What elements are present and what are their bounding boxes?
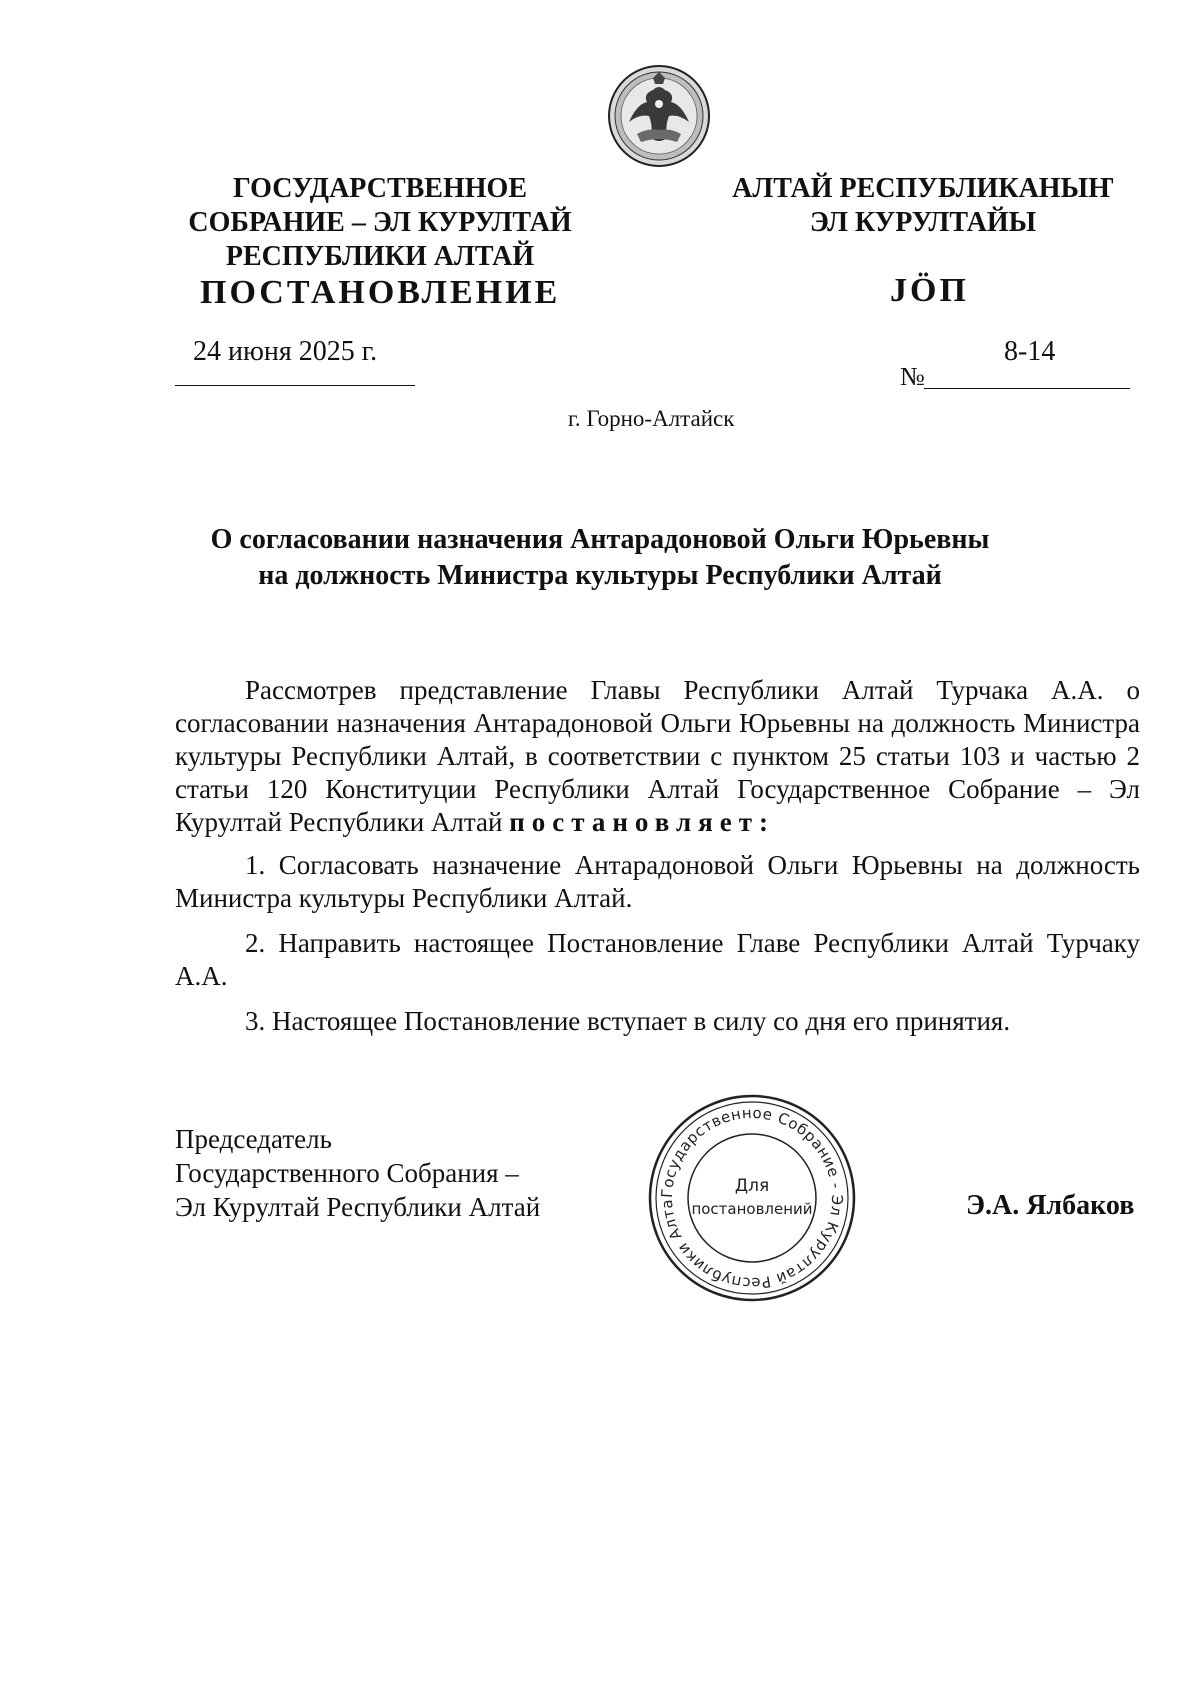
decree-word: постановляет: — [509, 807, 775, 837]
doc-type-ru: ПОСТАНОВЛЕНИЕ — [200, 274, 561, 311]
round-stamp — [646, 1092, 858, 1304]
signatory-position — [175, 1122, 540, 1224]
doc-number: 8-14 — [1004, 336, 1056, 367]
issuer-name-alt — [718, 172, 1128, 240]
preamble-paragraph — [175, 674, 1140, 839]
position-line: Председатель — [175, 1124, 332, 1154]
doc-type-alt: JÖП — [890, 272, 969, 309]
signatory-name: Э.А. Ялбаков — [966, 1190, 1135, 1221]
preamble-text: Рассмотрев представление Главы Республики Алтай Турчака А.А. о согласовании назначения Антарадоновой Ольги Юрьевны на должность Министра культуры Республики Алтай, в соответствии с пунктом 25 статьи 103 и частью 2 статьи 120 Конституции Республики Алтай Государственное Собрание – Эл Курултай Республики Алтай — [175, 675, 1140, 837]
issuer-line: РЕСПУБЛИКИ АЛТАЙ — [225, 241, 535, 272]
position-line: Государственного Собрания – — [175, 1158, 519, 1188]
issuer-line: СОБРАНИЕ – ЭЛ КУРУЛТАЙ — [188, 207, 572, 238]
item-paragraph: 2. Направить настоящее Постановление Главе Республики Алтай Турчаку А.А. — [175, 928, 1140, 991]
city: г. Горно-Алтайск — [568, 406, 735, 431]
number-underline — [924, 388, 1130, 389]
date-underline — [175, 385, 415, 386]
number-label: № — [900, 362, 925, 391]
issuer-line: ЭЛ КУРУЛТАЙЫ — [809, 207, 1037, 238]
title-line: О согласовании назначения Антарадоновой Ольги Юрьевны — [210, 524, 990, 555]
issuer-name-ru — [150, 172, 610, 274]
stamp-center-line: постановлений — [691, 1200, 813, 1218]
doc-body — [175, 674, 1140, 1038]
issuer-line: ГОСУДАРСТВЕННОЕ — [233, 173, 527, 204]
stamp-center-line: Для — [734, 1176, 770, 1196]
position-line: Эл Курултай Республики Алтай — [175, 1192, 541, 1222]
item-paragraph: 3. Настоящее Постановление вступает в силу со дня его принятия. — [245, 1006, 1011, 1036]
doc-title — [140, 522, 1060, 594]
title-line: на должность Министра культуры Республики Алтай — [258, 560, 942, 591]
doc-date: 24 июня 2025 г. — [193, 336, 378, 367]
item-paragraph: 1. Согласовать назначение Антарадоновой Ольги Юрьевны на должность Министра культуры Республики Алтай. — [175, 850, 1140, 913]
coat-of-arms-icon — [607, 64, 711, 168]
stamp-ring-text: Государственное Собрание - Эл Курултай Республики Алта — [657, 1103, 847, 1293]
issuer-line: АЛТАЙ РЕСПУБЛИКАНЫҤ — [732, 173, 1114, 204]
